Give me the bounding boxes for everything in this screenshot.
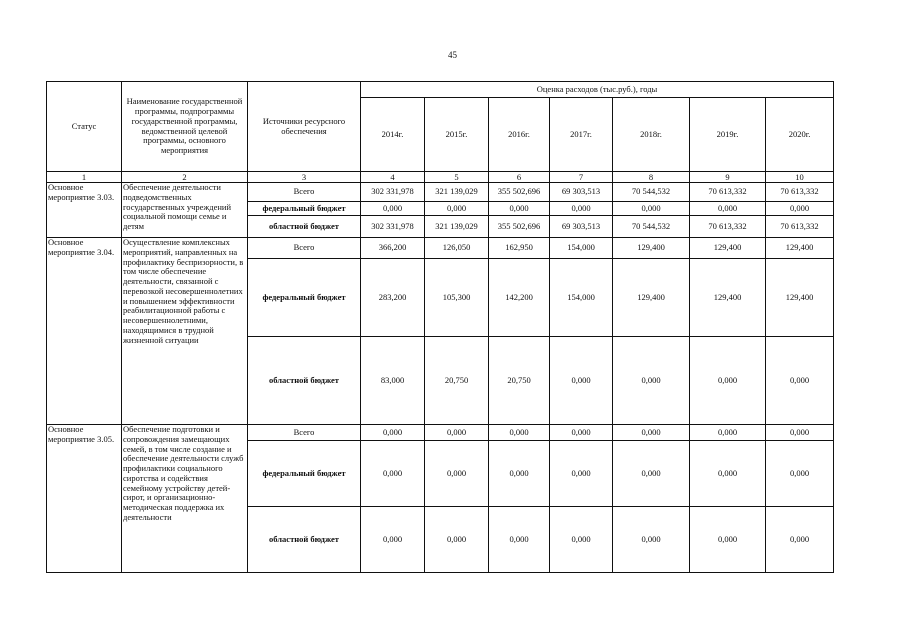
value-cell: 302 331,978 [361,216,425,238]
value-cell: 0,000 [425,202,489,216]
value-cell: 70 613,332 [690,183,766,202]
value-cell: 70 613,332 [766,183,834,202]
value-cell: 129,400 [766,259,834,337]
value-cell: 0,000 [489,441,550,507]
value-cell: 70 613,332 [690,216,766,238]
section-name: Обеспечение подготовки и сопровождения замещающих семей, в том числе создание и обеспечение деятельности служб профилактики социального сиротства и содействия семейному устройству детей-сирот, и организационно-методическая поддержка их деятельности [122,425,248,573]
value-cell: 0,000 [425,507,489,573]
value-cell: 302 331,978 [361,183,425,202]
value-cell: 0,000 [690,441,766,507]
column-number: 9 [690,172,766,183]
value-cell: 0,000 [550,202,613,216]
table-row [47,238,834,259]
header-year: 2014г. [361,98,425,172]
column-number: 3 [248,172,361,183]
table-row [47,183,834,202]
value-cell: 0,000 [550,507,613,573]
value-cell: 321 139,029 [425,183,489,202]
table-row [47,425,834,441]
value-cell: 129,400 [613,259,690,337]
value-cell: 162,950 [489,238,550,259]
value-cell: 0,000 [550,441,613,507]
value-cell: 0,000 [690,425,766,441]
value-cell: 366,200 [361,238,425,259]
value-cell: 355 502,696 [489,216,550,238]
value-cell: 0,000 [613,425,690,441]
value-cell: 0,000 [613,202,690,216]
value-cell: 0,000 [613,441,690,507]
source-cell: областной бюджет [248,337,361,425]
budget-table [46,81,834,573]
value-cell: 20,750 [489,337,550,425]
value-cell: 321 139,029 [425,216,489,238]
value-cell: 70 613,332 [766,216,834,238]
value-cell: 70 544,532 [613,183,690,202]
value-cell: 0,000 [690,337,766,425]
value-cell: 105,300 [425,259,489,337]
source-cell: Всего [248,425,361,441]
value-cell: 20,750 [425,337,489,425]
value-cell: 0,000 [489,507,550,573]
page-number: 45 [448,50,457,60]
source-cell: федеральный бюджет [248,259,361,337]
value-cell: 0,000 [550,337,613,425]
header-year: 2017г. [550,98,613,172]
column-number: 4 [361,172,425,183]
value-cell: 69 303,513 [550,216,613,238]
header-year: 2015г. [425,98,489,172]
source-cell: Всего [248,183,361,202]
value-cell: 0,000 [361,507,425,573]
value-cell: 0,000 [489,425,550,441]
value-cell: 69 303,513 [550,183,613,202]
section-status: Основное мероприятие 3.04. [47,238,122,425]
header-status: Статус [47,82,122,172]
value-cell: 0,000 [766,337,834,425]
column-number: 1 [47,172,122,183]
column-number: 6 [489,172,550,183]
header-year: 2016г. [489,98,550,172]
section-name: Обеспечение деятельности подведомственных государственных учреждений социальной помощи семье и детям [122,183,248,238]
value-cell: 0,000 [361,202,425,216]
value-cell: 0,000 [766,507,834,573]
section-status: Основное мероприятие 3.05. [47,425,122,573]
value-cell: 0,000 [425,441,489,507]
value-cell: 0,000 [361,425,425,441]
value-cell: 129,400 [613,238,690,259]
value-cell: 0,000 [613,337,690,425]
value-cell: 0,000 [766,425,834,441]
header-year: 2020г. [766,98,834,172]
value-cell: 0,000 [690,507,766,573]
value-cell: 129,400 [690,259,766,337]
column-number: 5 [425,172,489,183]
value-cell: 126,050 [425,238,489,259]
column-number: 8 [613,172,690,183]
value-cell: 0,000 [766,202,834,216]
value-cell: 355 502,696 [489,183,550,202]
header-year: 2018г. [613,98,690,172]
value-cell: 129,400 [766,238,834,259]
value-cell: 142,200 [489,259,550,337]
value-cell: 0,000 [550,425,613,441]
header-year: 2019г. [690,98,766,172]
header-estimate: Оценка расходов (тыс.руб.), годы [361,82,834,98]
column-number: 10 [766,172,834,183]
value-cell: 83,000 [361,337,425,425]
column-number: 2 [122,172,248,183]
value-cell: 129,400 [690,238,766,259]
value-cell: 0,000 [766,441,834,507]
source-cell: областной бюджет [248,216,361,238]
column-number: 7 [550,172,613,183]
source-cell: Всего [248,238,361,259]
header-sources: Источники ресурсного обеспечения [248,82,361,172]
section-status: Основное мероприятие 3.03. [47,183,122,238]
value-cell: 0,000 [361,441,425,507]
header-name: Наименование государственной программы, подпрограммы государственной программы, ведомственной целевой программы, основного мероприятия [122,82,248,172]
column-number-row [47,172,834,183]
source-cell: областной бюджет [248,507,361,573]
source-cell: федеральный бюджет [248,441,361,507]
value-cell: 154,000 [550,259,613,337]
value-cell: 0,000 [613,507,690,573]
value-cell: 154,000 [550,238,613,259]
value-cell: 0,000 [690,202,766,216]
value-cell: 283,200 [361,259,425,337]
value-cell: 0,000 [489,202,550,216]
section-name: Осуществление комплексных мероприятий, направленных на профилактику беспризорности, в том числе обеспечение деятельности, связанной с перевозкой несовершеннолетних и повышением эффективности реабилитационной работы с несовершеннолетними, находящимися в трудной жизненной ситуации [122,238,248,425]
value-cell: 0,000 [425,425,489,441]
value-cell: 70 544,532 [613,216,690,238]
source-cell: федеральный бюджет [248,202,361,216]
